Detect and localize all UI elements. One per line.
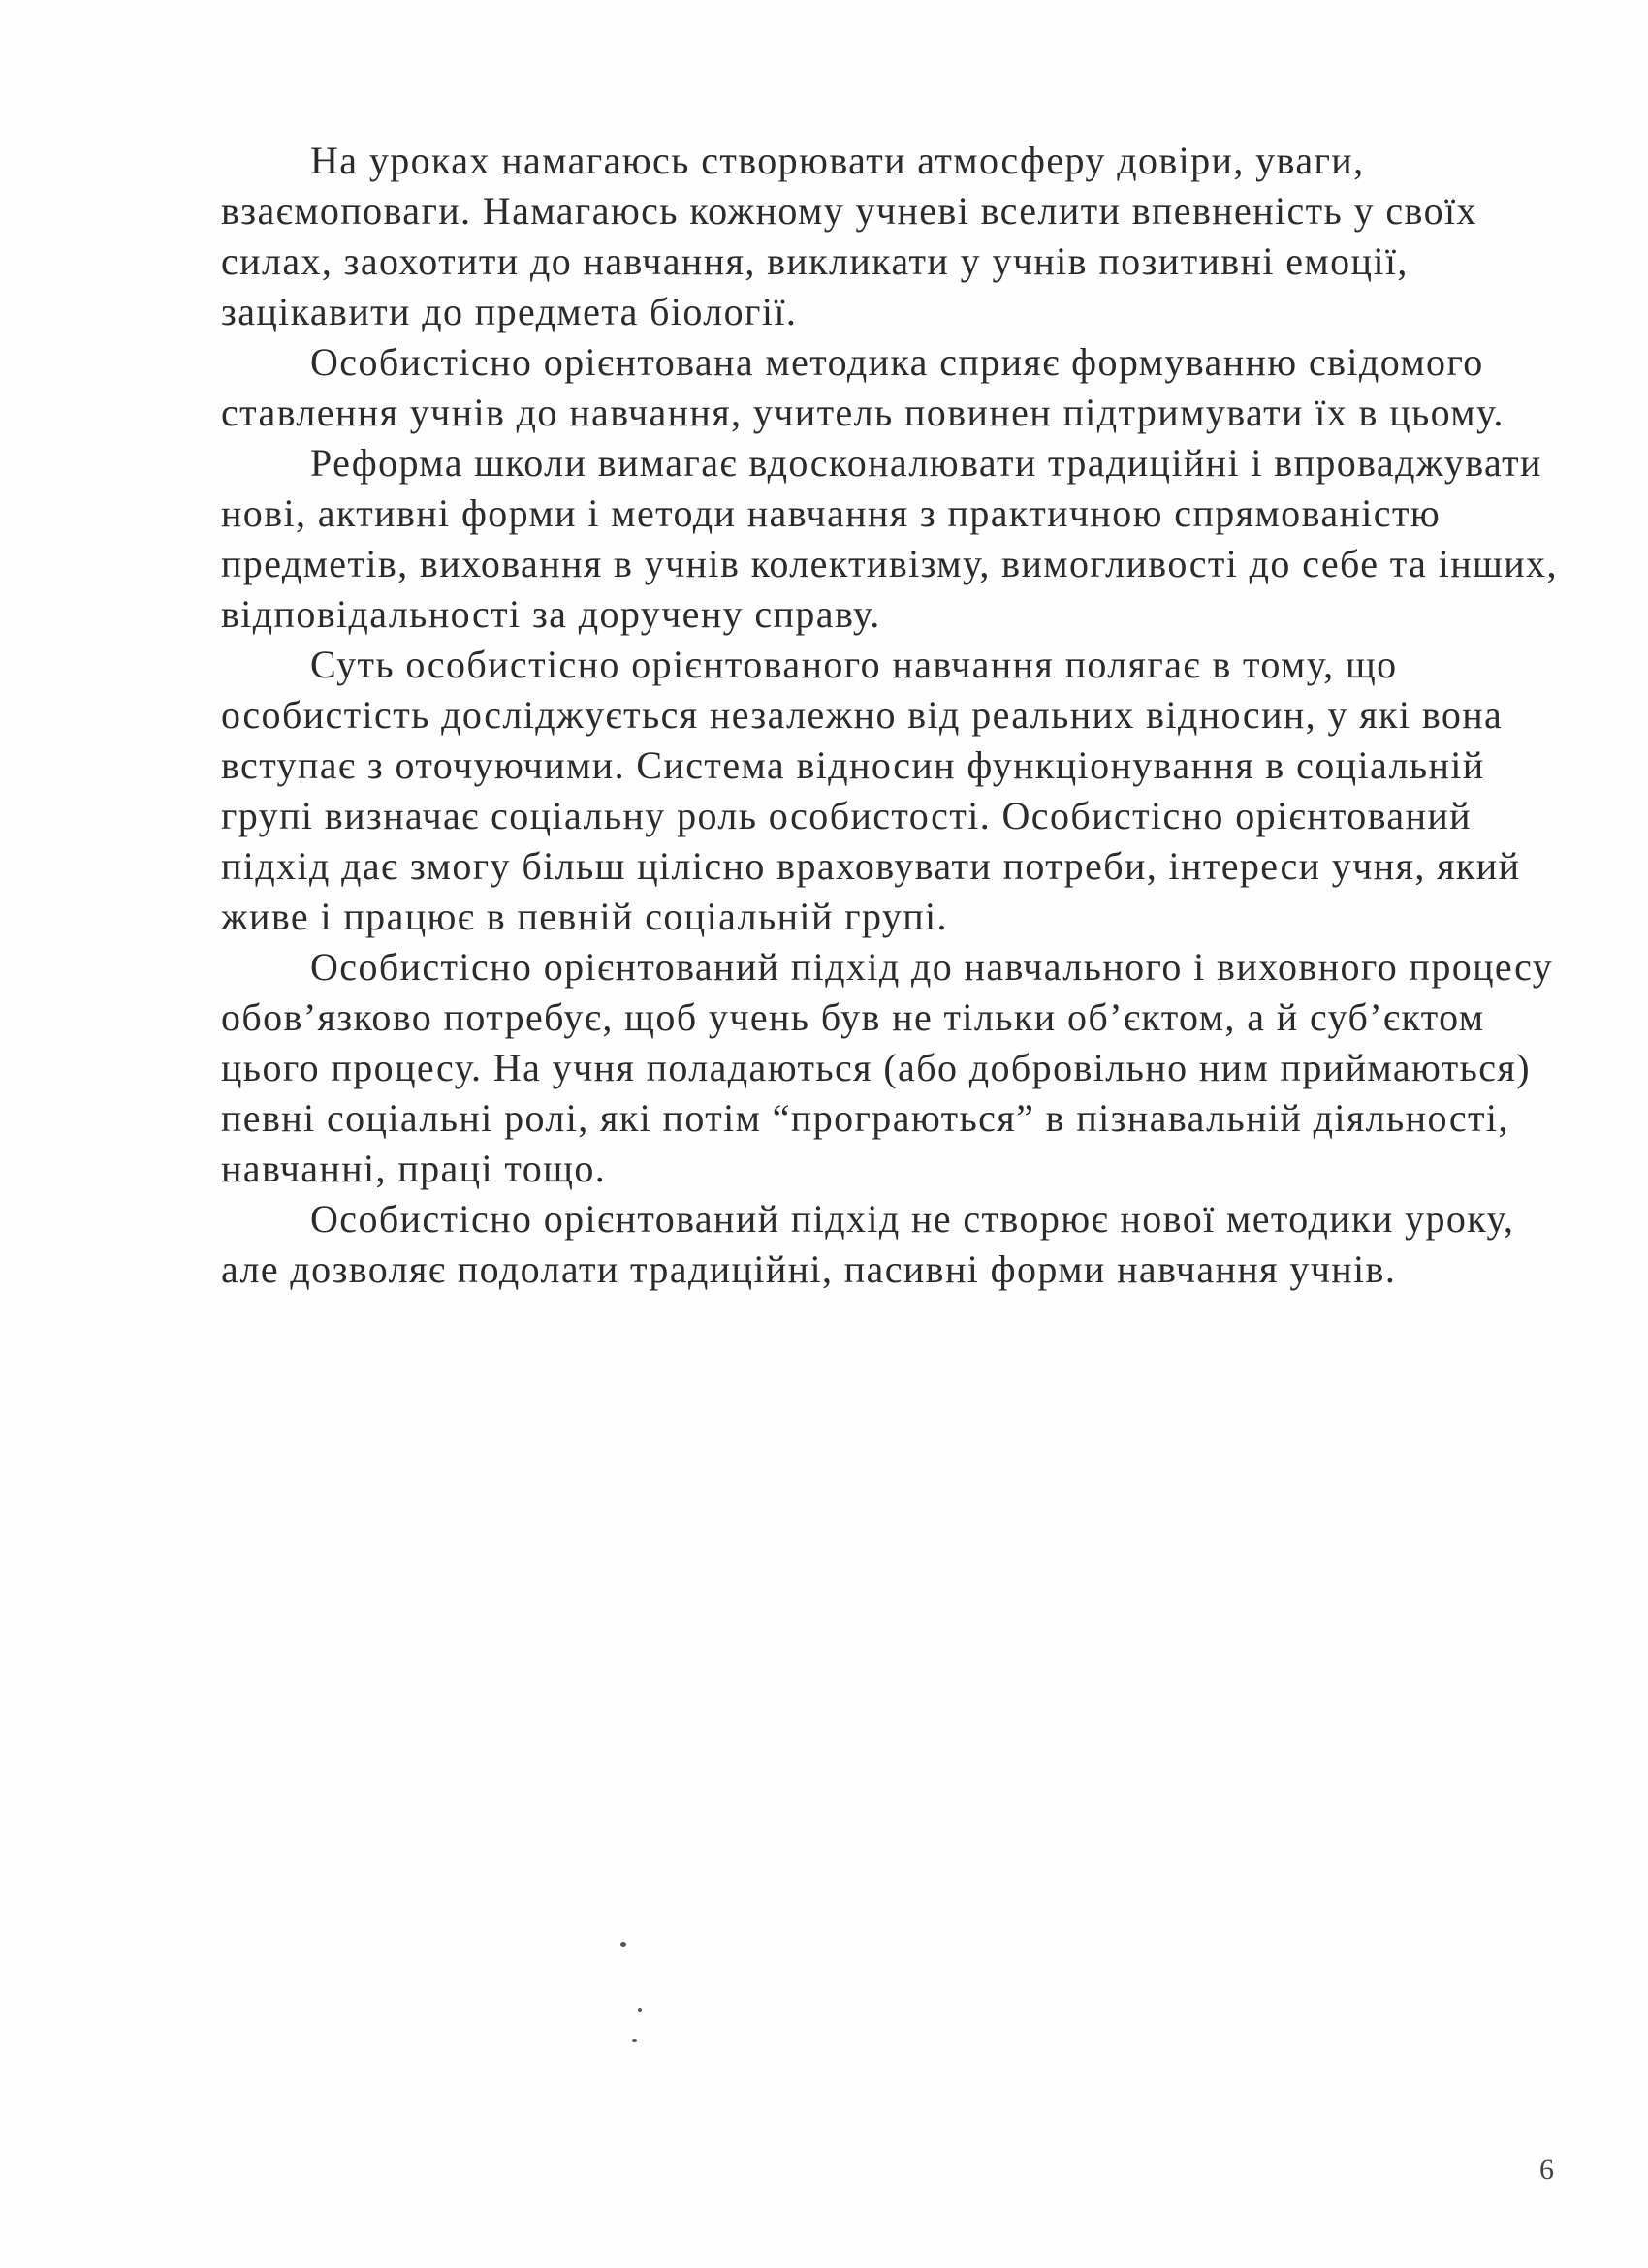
paragraph-6: Особистісно орієнтований підхід не створює нової методики уроку, але дозволяє подолати традиційні, пасивні форми навчання учнів. <box>221 1197 1515 1291</box>
paragraph-1: На уроках намагаюсь створювати атмосферу довіри, уваги, взаємоповаги. Намагаюсь кожному учневі вселити впевненість у своїх силах, заохотити до навчання, викликати у учнів позитивні емоції, зацікавити до предмета біології. <box>221 139 1477 333</box>
page-number: 6 <box>1539 2154 1554 2186</box>
paragraph-2: Особистісно орієнтована методика сприяє формуванню свідомого ставлення учнів до навчання, учитель повинен підтримувати їх в цьому. <box>221 340 1505 434</box>
paragraph-3: Реформа школи вимагає вдосконалювати традиційні і впроваджувати нові, активні форми і методи навчання з практичною спрямованістю предметів, виховання в учнів колективізму, вимогливості до себе та інших, відповідальності за доручену справу. <box>221 441 1558 636</box>
paragraph-4: Суть особистісно орієнтованого навчання полягає в тому, що особистість досліджується незалежно від реальних відносин, у які вона вступає з оточуючими. Система відносин функціонування в соціальній групі визначає соціальну роль особистості. Особистісно орієнтований підхід дає змогу більш цілісно враховувати потреби, інтереси учня, який живе і працює в певній соціальній групі. <box>221 643 1521 938</box>
scan-speck <box>632 2039 637 2042</box>
scan-speck <box>620 1942 626 1947</box>
paragraph-5: Особистісно орієнтований підхід до навчального і виховного процесу обов’язково потребує, щоб учень був не тільки об’єктом, а й суб’єктом цього процесу. На учня поладаються (або добровільно ним приймаються) певні соціальні ролі, які потім “програються” в пізнавальній діяльності, навчанні, праці тощо. <box>221 945 1554 1190</box>
body-text <box>221 136 1559 1295</box>
scan-speck <box>638 2008 642 2012</box>
